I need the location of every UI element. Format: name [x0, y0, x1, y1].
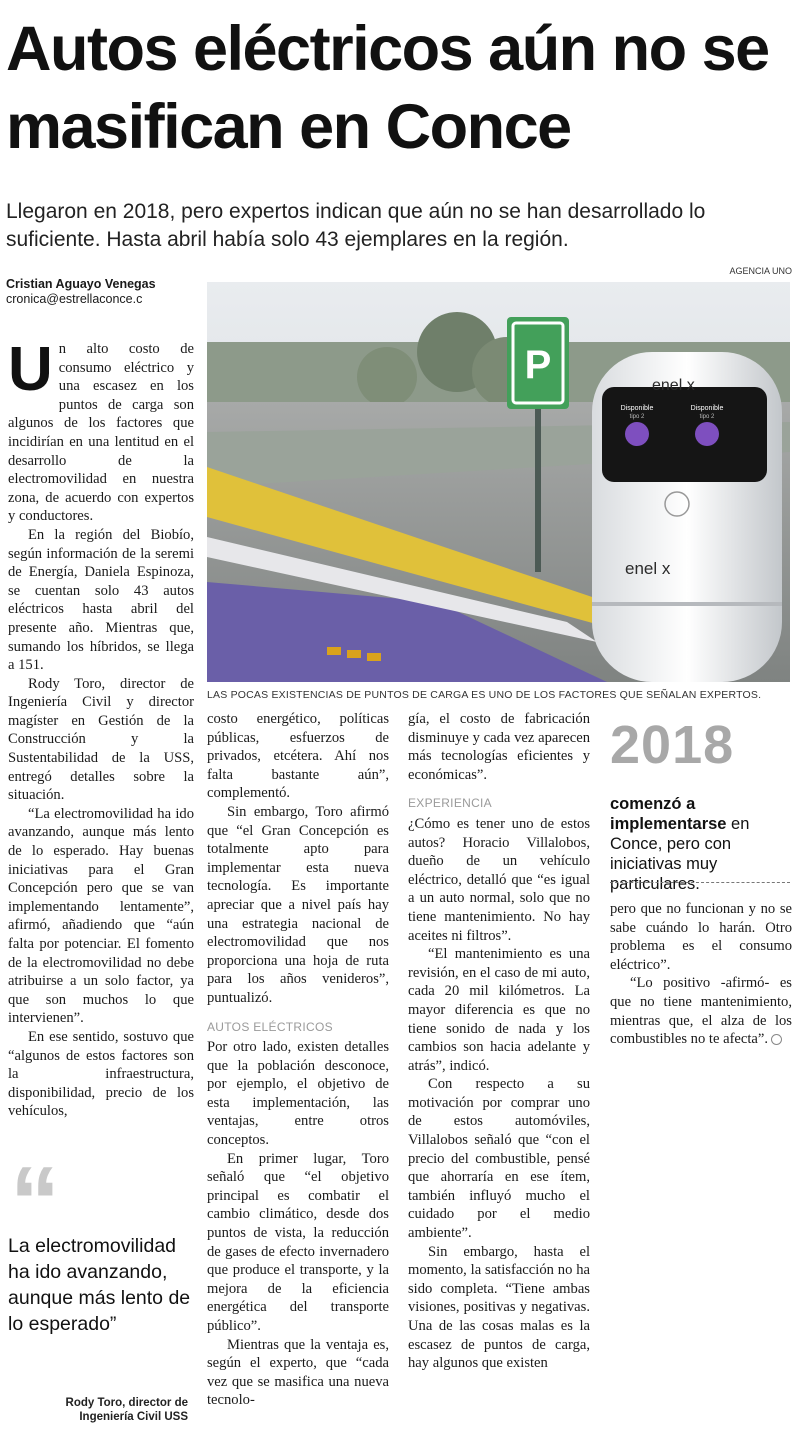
photo-credit: AGENCIA UNO — [729, 266, 792, 276]
column-2 — [207, 710, 389, 1410]
highlight-description: comenzó a implementarse en Conce, pero con iniciativas muy particulares. — [610, 795, 750, 893]
svg-text:tipo 2: tipo 2 — [629, 414, 645, 420]
paragraph: Mientras que la ventaja es, según el experto, que “cada vez que se masifica una nueva tecnolo- — [207, 1336, 389, 1409]
pull-quote: La electromovilidad ha ido avanzando, aunque más lento de lo esperado” — [8, 1235, 191, 1335]
paragraph: Rody Toro, director de Ingeniería Civil y director magíster en Gestión de la Construcción y la Sustentabilidad de la USS, entregó detalles sobre la situación. — [8, 675, 194, 804]
svg-text:enel x: enel x — [625, 559, 671, 578]
svg-text:Disponible: Disponible — [690, 405, 724, 412]
end-of-article-icon — [771, 1034, 782, 1045]
paragraph: Sin embargo, hasta el momento, la satisfacción no ha sido completa. “Tiene ambas visiones, positivas y negativas. Una de las cosas malas es la escasez de puntos de carga, hay algunos que existen — [408, 1243, 590, 1372]
author-email[interactable]: cronica@estrellaconce.c — [6, 292, 143, 306]
author-name: Cristian Aguayo Venegas — [6, 277, 156, 291]
lead-paragraph: Un alto costo de consumo eléctrico y una escasez en los puntos de carga son algunos de los factores que incidirían en una lentitud en el desarrollo de la electromovilidad en nuestra zona, de acuerdo con expertos y conductores. — [8, 335, 194, 525]
column-4 — [610, 900, 792, 1049]
subhead: Llegaron en 2018, pero expertos indican que aún no se han desarrollado lo suficiente. Hasta abril había solo 43 ejemplares en la región. — [6, 200, 706, 251]
byline — [6, 277, 201, 307]
charger-brand: enel x — [652, 377, 695, 394]
photo-caption: LAS POCAS EXISTENCIAS DE PUNTOS DE CARGA ES UNO DE LOS FACTORES QUE SEÑALAN EXPERTOS. — [207, 689, 762, 701]
quote-mark-icon: “ — [10, 1146, 60, 1258]
paragraph: En ese sentido, sostuvo que “algunos de estos factores son la infraestructura, disponibilidad, precio de los vehículos, — [8, 1028, 194, 1120]
paragraph: ¿Cómo es tener uno de estos autos? Horacio Villalobos, dueño de un vehículo eléctrico, detalló que “es igual a un auto normal, solo que no tiene mantenimiento. No hay aceites ni filtros”. — [408, 815, 590, 944]
article-photo — [207, 282, 790, 682]
paragraph: costo energético, políticas públicas, esfuerzos de privados, etcétera. Ahí nos falta bastante aún”, complementó. — [207, 711, 389, 802]
paragraph: gía, el costo de fabricación disminuye y cada vez aparecen más tecnologías eficientes y económicas”. — [408, 711, 590, 783]
paragraph: “La electromovilidad ha ido avanzando, aunque más lento de lo esperado. Hay buenas iniciativas para el Gran Concepción pero que se van implementando lentamente”, afirmó, añadiendo que “aún falta por potenciar. El fomento de la electromovilidad no debe atribuirse a un solo factor, ya que son muchos lo que intervienen”. — [8, 805, 194, 1027]
quote-attribution: Rody Toro, director de Ingeniería Civil USS — [65, 1397, 188, 1423]
paragraph: “Lo positivo -afirmó- es que no tiene mantenimiento, mientras que, el alza de los combustibles no te afecta”. — [610, 975, 792, 1048]
paragraph: “El mantenimiento es una revisión, en el caso de mi auto, cada 20 mil kilómetros. La mayor diferencia es que no tiene sonido de nada y los cambios son hacia adelante y atrás”, indicó. — [408, 946, 590, 1074]
headline: Autos eléctricos aún no se masifican en Conce — [6, 14, 769, 162]
paragraph: Con respecto a su motivación por comprar uno de estos automóviles, Villalobos señaló que “con el precio del combustible, pensé que ahorraría en ese ítem, también influyó mucho el cuidado por el medio ambiente”. — [408, 1076, 590, 1242]
paragraph: Por otro lado, existen detalles que la población desconoce, por ejemplo, el objetivo de esta implementación, las ventajas, entre otros conceptos. — [207, 1039, 389, 1149]
column-1 — [8, 335, 194, 1121]
column-3 — [408, 710, 590, 1373]
charging-station-image — [207, 282, 790, 682]
paragraph: En primer lugar, Toro señaló que “el objetivo principal es combatir el cambio climático, desde dos puntos de vista, la reducción de gases de efecto invernadero que produce el transporte, y la mejora de la eficiencia energética del transporte público”. — [207, 1150, 389, 1334]
paragraph: pero que no funcionan y no se sabe cuándo lo harán. Otro problema es el consumo eléctrico”. — [610, 901, 792, 973]
highlight-year: 2018 — [610, 715, 735, 775]
paragraph: En la región del Biobío, según información de la seremi de Energía, Daniela Espinoza, se cuentan solo 43 autos eléctricos hasta abril del presente año. Mientras que, sumando los híbridos, se llega a 151. — [8, 526, 194, 674]
section-heading: AUTOS ELÉCTRICOS — [207, 1019, 333, 1034]
svg-text:P: P — [524, 343, 552, 387]
svg-text:tipo 2: tipo 2 — [699, 414, 715, 420]
section-heading: EXPERIENCIA — [408, 796, 492, 811]
drop-cap: U — [8, 335, 53, 404]
svg-text:Disponible: Disponible — [620, 405, 654, 412]
paragraph: Sin embargo, Toro afirmó que “el Gran Concepción es totalmente apto para implementar esta nueva tecnología. Es importante apreciar que a nivel país hay una estrategia nacional de electromovilidad que nos proporciona una hoja de ruta para los años venideros”, puntualizó. — [207, 803, 389, 1006]
divider — [610, 882, 790, 883]
